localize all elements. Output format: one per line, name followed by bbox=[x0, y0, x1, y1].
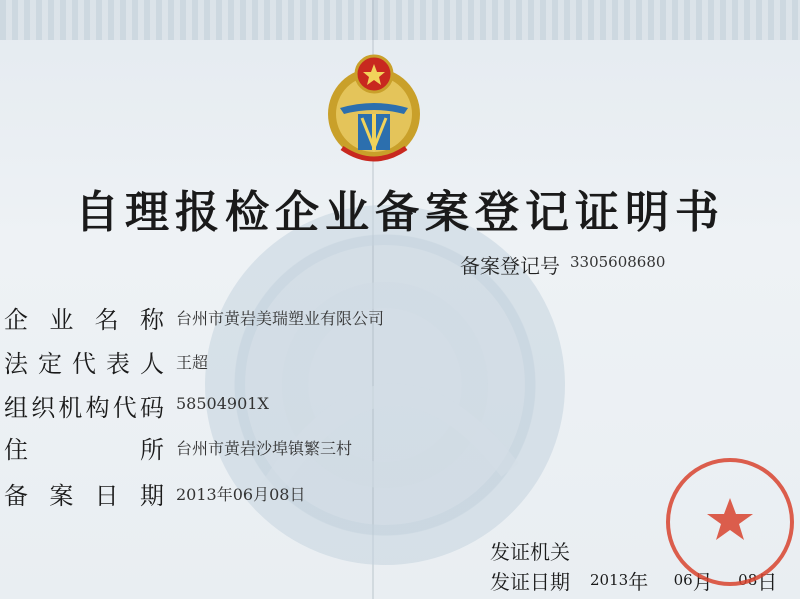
field-label: 组织机构代码 bbox=[4, 394, 164, 422]
issue-date-label: 发证日期 bbox=[490, 570, 570, 594]
issue-month: 06 bbox=[673, 571, 693, 589]
decorative-border bbox=[0, 0, 800, 40]
official-seal-icon bbox=[660, 452, 800, 592]
field-value: 2013年06月08日 bbox=[176, 485, 306, 504]
field-label: 住所 bbox=[4, 436, 164, 464]
ciq-emblem-icon bbox=[322, 52, 426, 170]
issue-day: 08 bbox=[738, 571, 758, 589]
registration-label: 备案登记号 bbox=[460, 254, 560, 278]
field-label: 企业名称 bbox=[4, 306, 164, 334]
issue-year: 2013 bbox=[590, 571, 629, 589]
registration-value: 3305608680 bbox=[570, 253, 666, 271]
field-value: 台州市黄岩沙埠镇繁三村 bbox=[176, 439, 353, 458]
field-company-name bbox=[4, 300, 385, 335]
field-address bbox=[4, 430, 353, 465]
field-value: 王超 bbox=[176, 353, 209, 372]
field-org-code bbox=[4, 388, 269, 423]
field-label: 备案日期 bbox=[4, 482, 164, 510]
field-label: 法定代表人 bbox=[4, 350, 164, 378]
field-legal-representative bbox=[4, 344, 209, 379]
issuing-authority-label: 发证机关 bbox=[490, 540, 570, 564]
day-unit: 日 bbox=[757, 570, 778, 594]
certificate-title: 自理报检企业备案登记证明书 bbox=[75, 187, 725, 238]
month-unit: 月 bbox=[692, 570, 713, 594]
field-value: 58504901X bbox=[176, 394, 269, 413]
field-filing-date bbox=[4, 476, 306, 511]
year-unit: 年 bbox=[628, 570, 649, 594]
registration-number bbox=[460, 250, 665, 279]
field-value: 台州市黄岩美瑞塑业有限公司 bbox=[176, 309, 385, 328]
